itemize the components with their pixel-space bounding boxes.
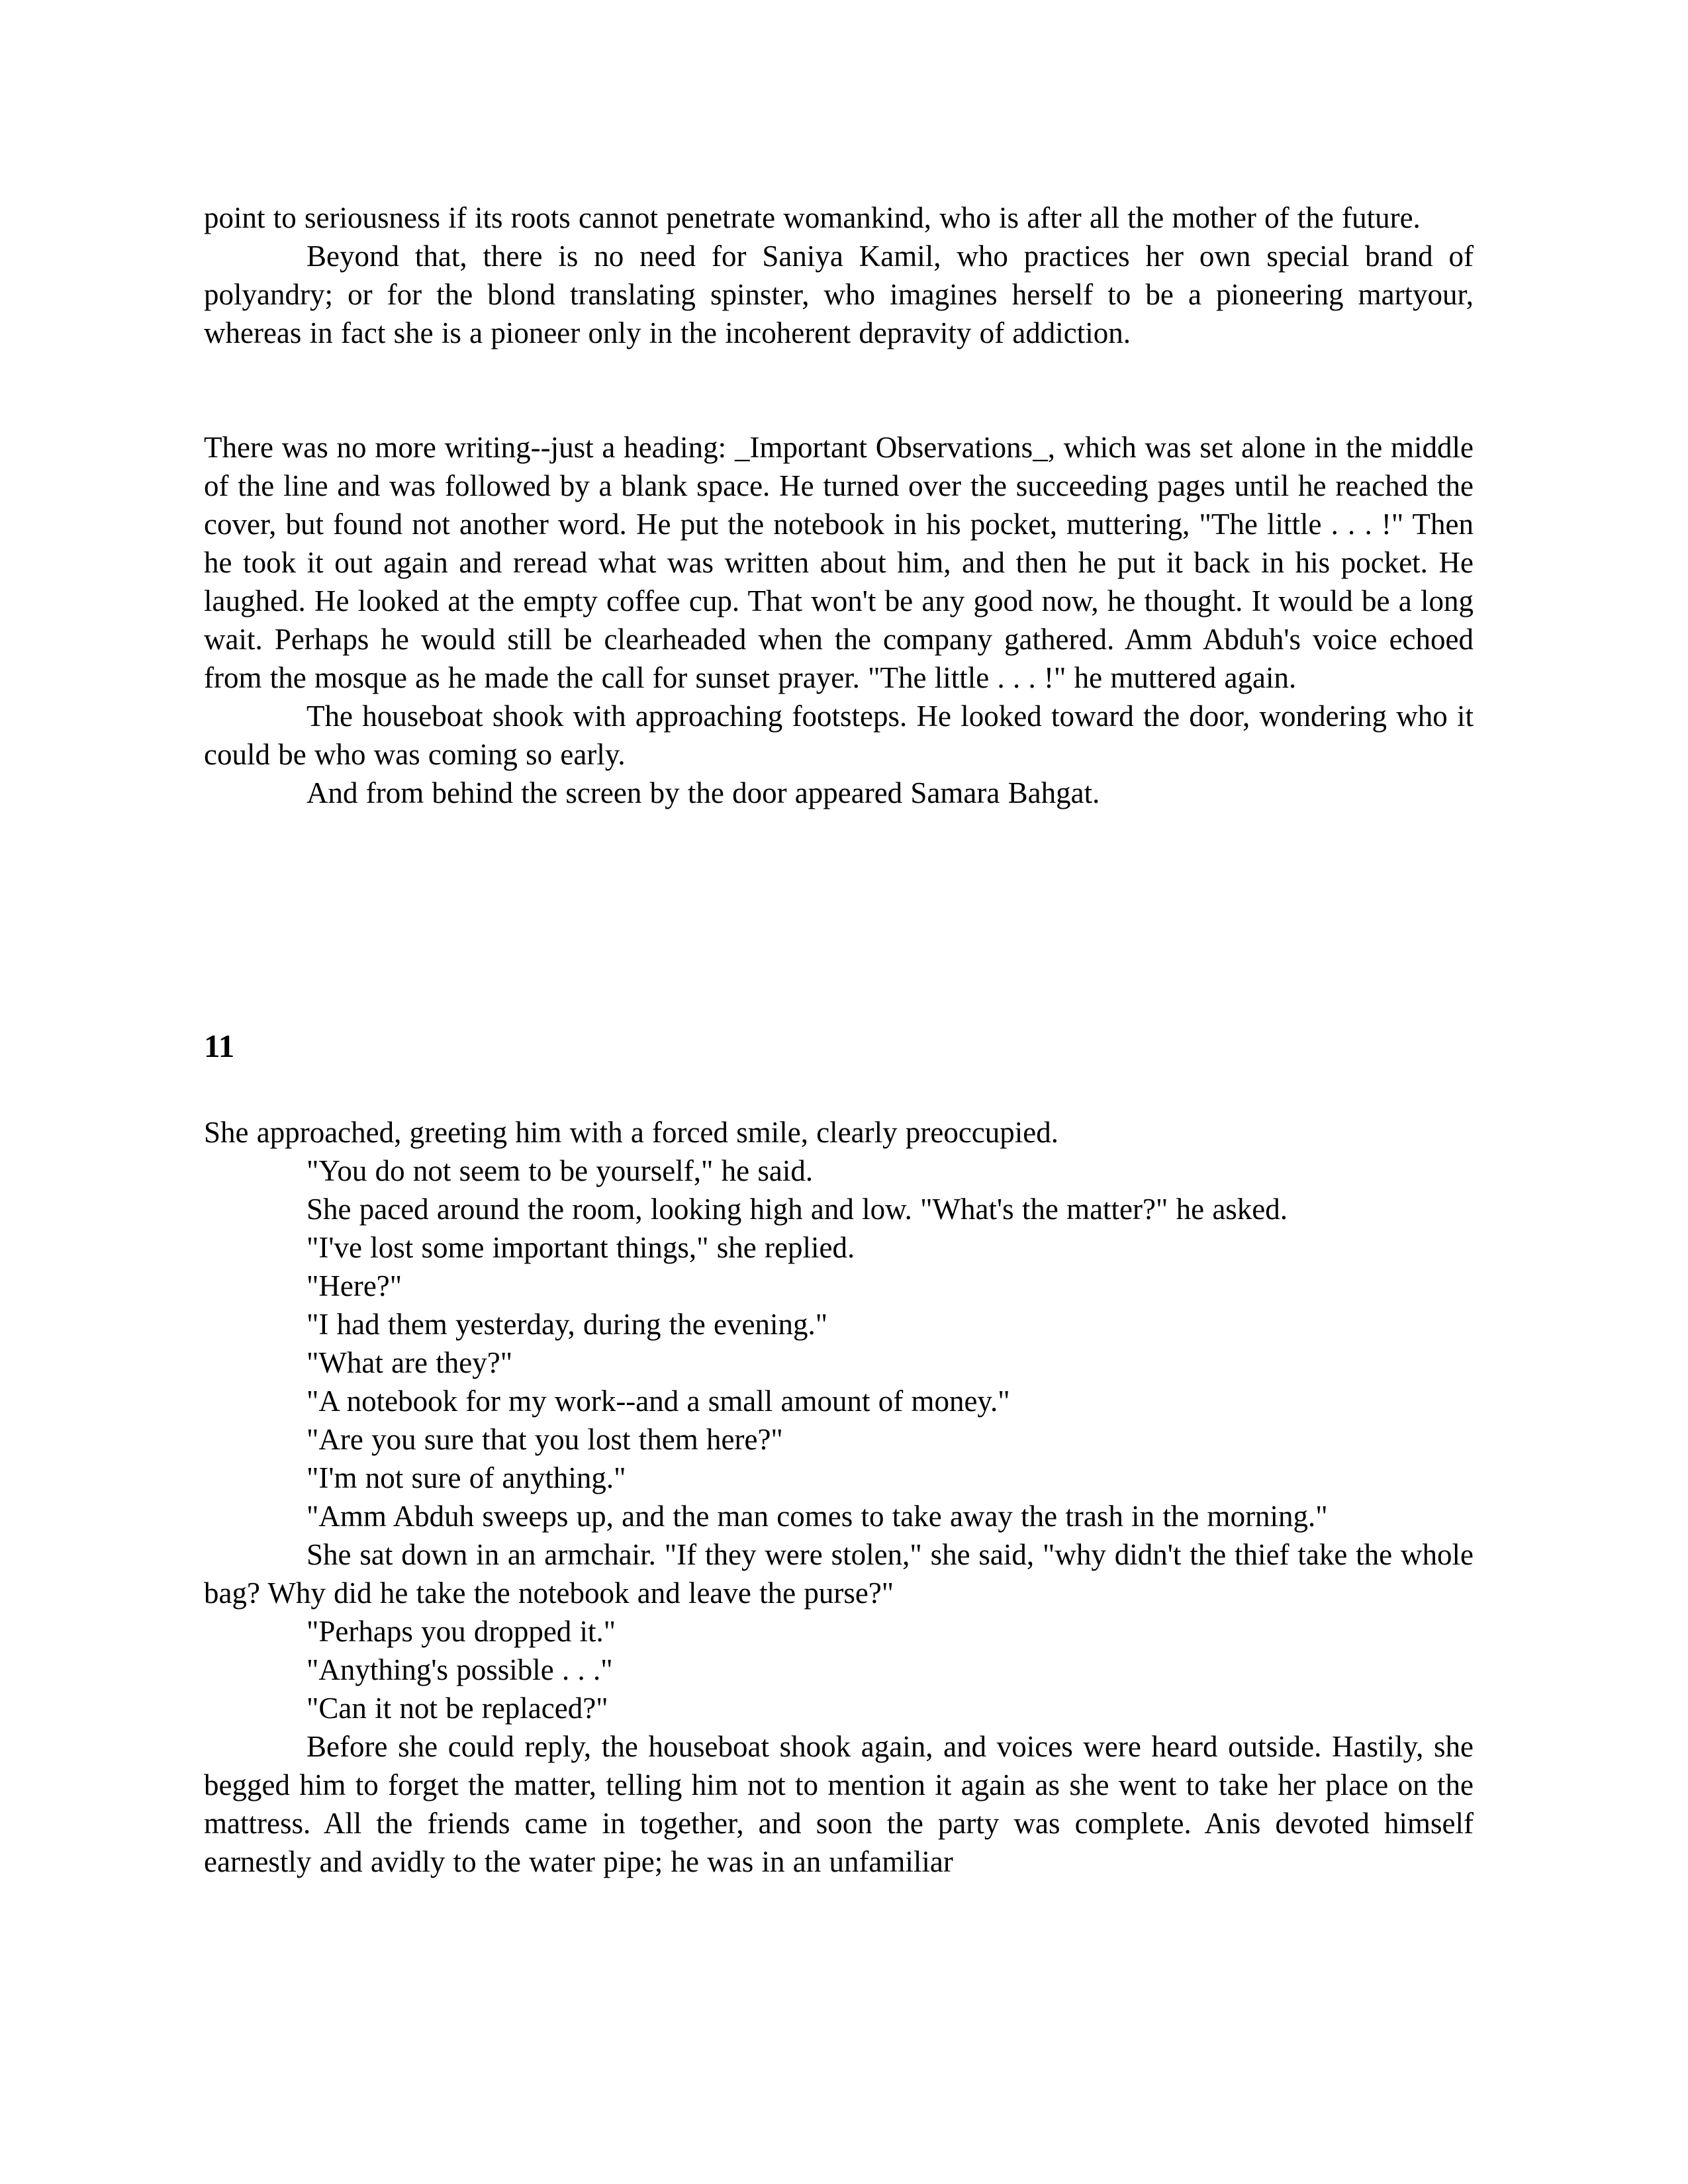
paragraph: The houseboat shook with approaching footsteps. He looked toward the door, wondering who it could be who was coming so early.	[204, 700, 1474, 771]
paragraph: "You do not seem to be yourself," he said.	[306, 1154, 814, 1187]
paragraph: "Are you sure that you lost them here?"	[306, 1423, 783, 1456]
paragraph: "What are they?"	[306, 1346, 513, 1379]
paragraph: "Perhaps you dropped it."	[306, 1615, 616, 1648]
page-content	[204, 199, 1474, 1881]
paragraph: She approached, greeting him with a forced smile, clearly preoccupied.	[204, 1116, 1058, 1149]
paragraph: point to seriousness if its roots cannot penetrate womankind, who is after all the mother of the future.	[204, 201, 1421, 234]
paragraph: Before she could reply, the houseboat shook again, and voices were heard outside. Hastily, she begged him to forget the matter, telling him not to mention it again as she went to take her place on the mattress. All the friends came in together, and soon the party was complete. Anis devoted himself earnestly and avidly to the water pipe; he was in an unfamiliar	[204, 1730, 1474, 1878]
paragraph: "I had them yesterday, during the evening."	[306, 1308, 828, 1341]
paragraph: There was no more writing--just a heading: _Important Observations_, which was set alone in the middle of the line and was followed by a blank space. He turned over the succeeding pages until he reached the cover, but found not another word. He put the notebook in his pocket, muttering, "The little . . . !" Then he took it out again and reread what was written about him, and then he put it back in his pocket. He laughed. He looked at the empty coffee cup. That won't be any good now, he thought. It would be a long wait. Perhaps he would still be clearheaded when the company gathered. Amm Abduh's voice echoed from the mosque as he made the call for sunset prayer. "The little . . . !" he muttered again.	[204, 431, 1474, 694]
chapter-heading: 11	[204, 1028, 235, 1064]
paragraph: "I've lost some important things," she replied.	[306, 1231, 855, 1264]
paragraph: She sat down in an armchair. "If they were stolen," she said, "why didn't the thief take the whole bag? Why did he take the notebook and leave the purse?"	[204, 1538, 1474, 1610]
paragraph: "A notebook for my work--and a small amount of money."	[306, 1385, 1010, 1418]
paragraph: "Here?"	[306, 1269, 402, 1302]
paragraph: "Can it not be replaced?"	[306, 1692, 608, 1725]
paragraph: "Anything's possible . . ."	[306, 1653, 613, 1686]
paragraph: Beyond that, there is no need for Saniya Kamil, who practices her own special brand of polyandry; or for the blond translating spinster, who imagines herself to be a pioneering martyour, whereas in fact she is a pioneer only in the incoherent depravity of addiction.	[204, 240, 1474, 349]
paragraph: "Amm Abduh sweeps up, and the man comes to take away the trash in the morning."	[306, 1500, 1328, 1533]
paragraph: "I'm not sure of anything."	[306, 1461, 626, 1494]
paragraph: She paced around the room, looking high and low. "What's the matter?" he asked.	[306, 1193, 1288, 1226]
paragraph: And from behind the screen by the door appeared Samara Bahgat.	[306, 776, 1100, 809]
